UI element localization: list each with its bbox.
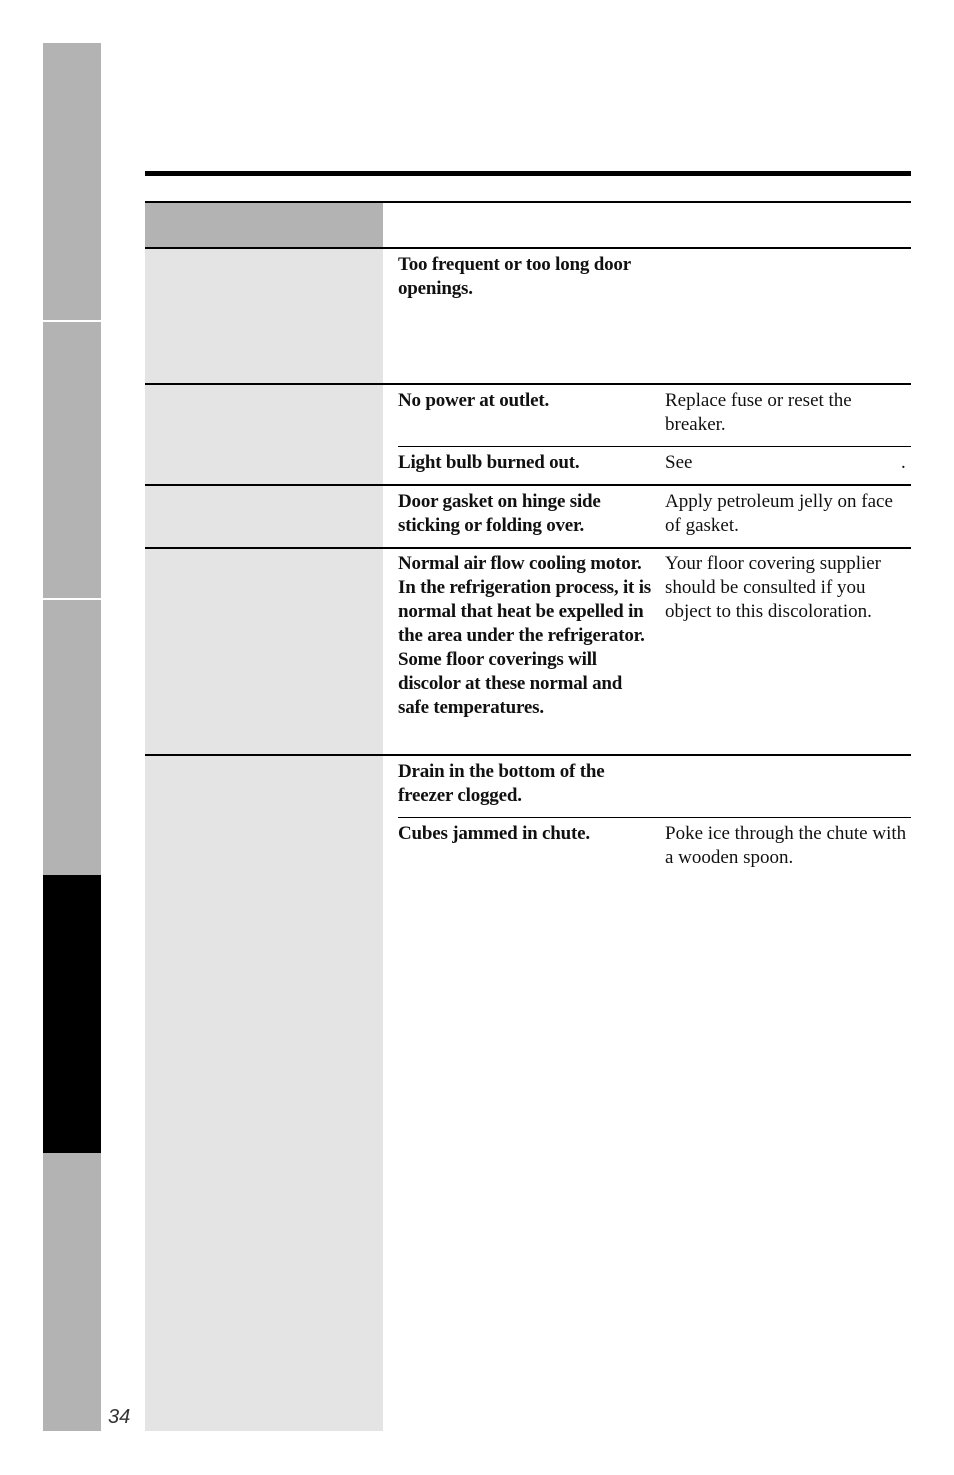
remedy-text-end: . bbox=[901, 452, 906, 473]
cause-text: Too frequent or too long door openings. bbox=[398, 254, 631, 299]
cause-divider bbox=[398, 817, 911, 818]
section-tab-5[interactable] bbox=[43, 1153, 101, 1431]
row-divider bbox=[145, 754, 911, 756]
problem-column bbox=[145, 249, 383, 1431]
section-tab-2[interactable] bbox=[43, 322, 101, 598]
section-tab-1[interactable] bbox=[43, 43, 101, 320]
page-number: 34 bbox=[108, 1406, 131, 1428]
remedy-text: Replace fuse or reset the breaker. bbox=[665, 390, 852, 435]
section-tab-3[interactable] bbox=[43, 600, 101, 875]
remedy-text: Apply petroleum jelly on face of gasket. bbox=[665, 491, 893, 536]
row-divider bbox=[145, 383, 911, 385]
table-header-problem-cell bbox=[145, 203, 383, 248]
remedy-text: Your floor covering supplier should be consulted if you object to this discoloration. bbox=[665, 553, 882, 622]
section-tab-4-active[interactable] bbox=[43, 875, 101, 1153]
cause-text: Door gasket on hinge side sticking or folding over. bbox=[398, 491, 601, 536]
top-rule bbox=[145, 171, 911, 176]
row-divider bbox=[145, 547, 911, 549]
remedy-text: Poke ice through the chute with a wooden spoon. bbox=[665, 823, 907, 868]
cause-text: Drain in the bottom of the freezer clogged. bbox=[398, 761, 605, 806]
cause-text: Normal air flow cooling motor. In the refrigeration process, it is normal that heat be expelled in the area under the refrigerator. Some floor coverings will discolor at these normal and safe temperatures. bbox=[398, 553, 651, 718]
cause-text: Light bulb burned out. bbox=[398, 452, 580, 473]
cause-text: No power at outlet. bbox=[398, 390, 549, 411]
remedy-text: See bbox=[665, 452, 693, 473]
cause-text: Cubes jammed in chute. bbox=[398, 823, 590, 844]
cause-divider bbox=[398, 446, 911, 447]
row-divider bbox=[145, 484, 911, 486]
